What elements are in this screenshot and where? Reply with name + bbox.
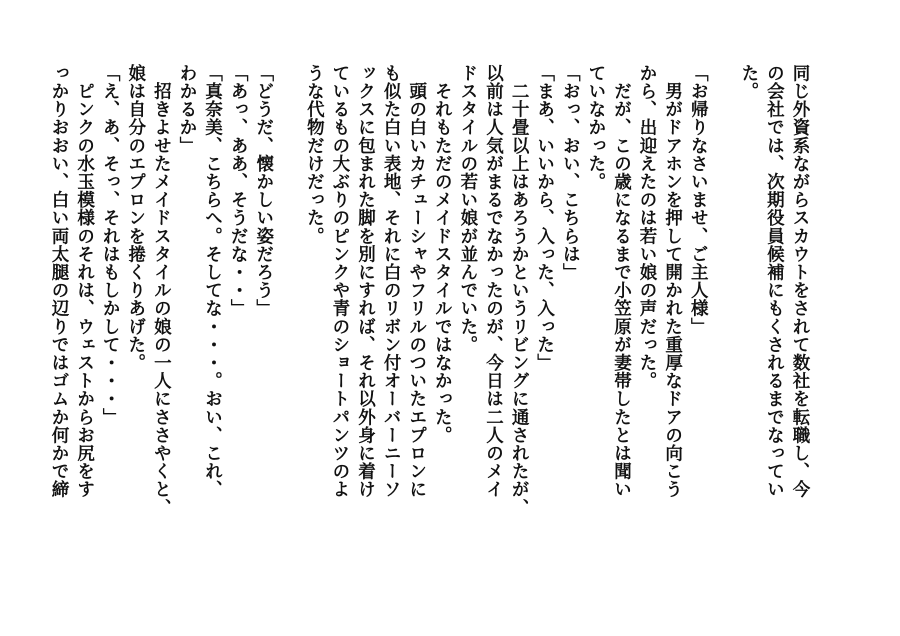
text-line: それもただのメイドスタイルではなかった。	[432, 64, 453, 445]
vertical-text-body	[48, 64, 812, 584]
text-line: わかるか」	[176, 64, 197, 155]
text-line: っかりおおい、白い両太腿の辺りではゴムか何かで締	[48, 64, 69, 499]
text-line: 「おっ、おい、こちらは」	[560, 64, 581, 282]
text-line: から、出迎えたのは若い娘の声だった。	[637, 64, 658, 390]
text-line: だが、この歳になるまで小笠原が妻帯したとは聞い	[611, 64, 632, 499]
text-line: ックスに包まれた脚を別にすれば、それ以外身に着け	[355, 64, 376, 499]
paragraph-gap	[710, 64, 735, 584]
text-line: 「まあ、いいから、入った、入った」	[534, 64, 555, 372]
text-line: 「どうだ、懐かしい姿だろう」	[253, 64, 274, 318]
paragraph-gap	[276, 64, 301, 584]
text-line: ていなかった。	[585, 64, 606, 191]
text-line: 「お帰りなさいませ、ご主人様」	[688, 64, 709, 336]
text-line: 男がドアホンを押して開かれた重厚なドアの向こう	[662, 64, 683, 499]
text-line: 「え、あ、そっ、それはもしかして・・・」	[100, 64, 121, 426]
text-line: 招きよせたメイドスタイルの娘の一人にささやくと、	[151, 64, 172, 517]
text-line: 頭の白いカチューシャやフリルのついたエプロンに	[406, 64, 427, 499]
text-line: 娘は自分のエプロンを捲くりあげた。	[125, 64, 146, 372]
text-line: ドスタイルの若い娘が並んでいた。	[457, 64, 478, 354]
text-line: 「あっ、ああ、そうだな・・」	[228, 64, 249, 318]
text-line: た。	[738, 64, 759, 101]
text-line: ピンクの水玉模様のそれは、ウェストからお尻をす	[74, 64, 95, 499]
text-line: 「真奈美、こちらへ。そしてな・・・。おい、これ、	[202, 64, 223, 499]
text-line: 二十畳以上はあろうかというリビングに通されたが、	[509, 64, 530, 517]
text-line: も似た白い表地、それに白のリボン付オーバーニーソ	[381, 64, 402, 499]
text-line: うな代物だけだった。	[304, 64, 325, 245]
text-line: 以前は人気がまるでなかったのが、今日は二人のメイ	[483, 64, 504, 499]
text-line: 同じ外資系ながらスカウトをされて数社を転職し、今	[790, 64, 810, 499]
text-line: の会社では、次期役員候補にもくされるまでなってい	[764, 64, 785, 499]
text-line: ているもの大ぶりのピンクや青のショートパンツのよ	[329, 64, 350, 499]
